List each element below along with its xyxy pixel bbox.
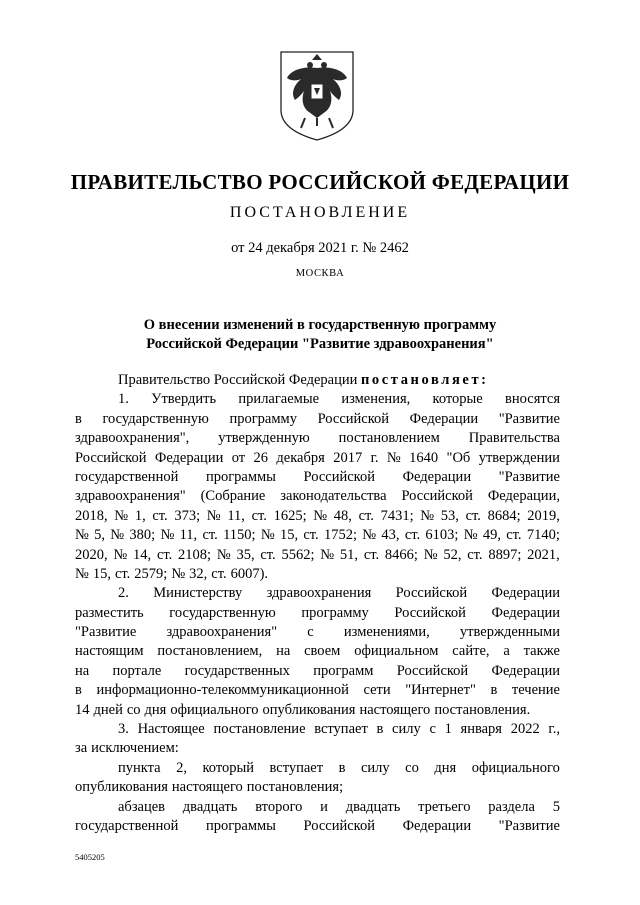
word: января bbox=[460, 721, 502, 738]
word: дней bbox=[93, 701, 123, 718]
word: в bbox=[376, 721, 384, 738]
word: вносятся bbox=[505, 391, 560, 408]
word: здравоохранения bbox=[266, 585, 372, 602]
paragraph-line bbox=[75, 759, 560, 778]
word: от bbox=[231, 449, 246, 466]
word: 8466; bbox=[384, 546, 418, 563]
word: 43, bbox=[381, 527, 400, 544]
word: Федерации, bbox=[487, 488, 560, 505]
word: государственных bbox=[184, 662, 290, 679]
word: государственную bbox=[169, 604, 276, 621]
word: № bbox=[362, 527, 377, 544]
word: ст. bbox=[260, 546, 276, 563]
word: со bbox=[126, 701, 141, 718]
word: 53, bbox=[440, 507, 459, 524]
word: № bbox=[114, 507, 129, 524]
word: настоящего bbox=[359, 701, 431, 718]
word: 2019, bbox=[527, 507, 560, 524]
word: 1, bbox=[134, 507, 146, 524]
word: ст. bbox=[152, 507, 168, 524]
word: 15, bbox=[92, 565, 111, 582]
word: Федерации bbox=[409, 410, 479, 427]
word: "Интернет" bbox=[405, 682, 476, 699]
word: ст. bbox=[202, 527, 218, 544]
word: в bbox=[75, 682, 82, 699]
word: 7140; bbox=[526, 527, 560, 544]
word: официального bbox=[170, 701, 259, 718]
word: двадцать bbox=[182, 798, 238, 815]
paragraph-line bbox=[75, 410, 560, 429]
word: 49, bbox=[482, 527, 501, 544]
word: № bbox=[216, 546, 231, 563]
word: 3. bbox=[118, 721, 129, 738]
word: 5, bbox=[94, 527, 105, 544]
paragraph-line bbox=[75, 662, 560, 681]
date-and-number: от 24 декабря 2021 г. № 2462 bbox=[231, 240, 409, 256]
word: "Развитие bbox=[498, 410, 560, 427]
word: настоящего bbox=[171, 779, 243, 796]
word: на bbox=[276, 643, 291, 660]
paragraph-line bbox=[75, 546, 560, 565]
city: МОСКВА bbox=[295, 268, 345, 279]
word: в bbox=[490, 682, 498, 699]
word: второго bbox=[255, 798, 303, 815]
word: 2017 bbox=[333, 449, 363, 466]
word: 6007). bbox=[230, 565, 269, 582]
document-body bbox=[75, 371, 560, 836]
word: законодательства bbox=[280, 488, 387, 505]
word: официального bbox=[471, 759, 560, 776]
paragraph-line bbox=[75, 623, 560, 642]
document-title bbox=[0, 316, 640, 354]
word: в bbox=[75, 410, 82, 427]
word: ст. bbox=[156, 546, 173, 563]
word: изменения, bbox=[341, 391, 411, 408]
word: 2022 bbox=[510, 721, 540, 738]
word: 7431; bbox=[380, 507, 414, 524]
word: Российской bbox=[396, 662, 469, 679]
word: 1. bbox=[118, 391, 129, 408]
word: постановления; bbox=[246, 779, 344, 796]
paragraph-line bbox=[75, 487, 560, 506]
word: также bbox=[523, 643, 560, 660]
word: "Развитие bbox=[75, 624, 137, 641]
word: силу bbox=[360, 759, 390, 776]
word: в bbox=[338, 759, 346, 776]
word: третьего bbox=[418, 798, 471, 815]
word: 1752; bbox=[323, 527, 357, 544]
word: 11, bbox=[179, 527, 198, 544]
word: программы bbox=[205, 817, 276, 834]
paragraph-line bbox=[75, 584, 560, 603]
word: 2. bbox=[118, 585, 129, 602]
word: № bbox=[171, 565, 186, 582]
word: утвержденную bbox=[218, 430, 310, 447]
word: 5 bbox=[552, 798, 560, 815]
word: разместить bbox=[75, 604, 144, 621]
word: постановления. bbox=[434, 701, 531, 718]
word: Российской bbox=[317, 410, 390, 427]
word: которые bbox=[432, 391, 483, 408]
word: абзацев bbox=[118, 798, 166, 815]
paragraph-line bbox=[75, 739, 560, 758]
document-code: 5405205 bbox=[75, 852, 105, 862]
word: Федерации bbox=[402, 468, 472, 485]
word: (Собрание bbox=[200, 488, 266, 505]
word: Российской bbox=[401, 488, 473, 505]
word: г., bbox=[548, 721, 560, 738]
word: № bbox=[206, 507, 221, 524]
word: двадцать bbox=[345, 798, 401, 815]
word: вступает bbox=[314, 721, 368, 738]
word: сети bbox=[363, 682, 391, 699]
word: Российской bbox=[75, 449, 147, 466]
word: дня bbox=[434, 759, 457, 776]
word: государственной bbox=[75, 468, 179, 485]
word: 2020, bbox=[75, 546, 108, 563]
word: 52, bbox=[443, 546, 462, 563]
word: здравоохранения", bbox=[75, 430, 190, 447]
paragraph-line bbox=[75, 429, 560, 448]
word: "Об bbox=[446, 449, 471, 466]
word: на bbox=[75, 662, 90, 679]
word: "Развитие bbox=[498, 817, 560, 834]
word: 2108; bbox=[178, 546, 212, 563]
word: Федерации bbox=[491, 585, 560, 602]
word: силу bbox=[392, 721, 421, 738]
word: раздела bbox=[488, 798, 535, 815]
word: постановлением bbox=[338, 430, 440, 447]
word: настоящим bbox=[75, 643, 144, 660]
word: 35, bbox=[236, 546, 255, 563]
word: № bbox=[320, 546, 335, 563]
word: № bbox=[260, 527, 275, 544]
word: № bbox=[110, 527, 125, 544]
word: "Развитие bbox=[498, 468, 560, 485]
word: Федерации bbox=[402, 817, 472, 834]
word: № bbox=[386, 449, 401, 466]
word: ст. bbox=[465, 507, 481, 524]
word: 8897; bbox=[488, 546, 522, 563]
word: программ bbox=[313, 662, 374, 679]
word: прилагаемые bbox=[238, 391, 320, 408]
word: 14 bbox=[75, 701, 90, 718]
word: вступает bbox=[269, 759, 324, 776]
word: за bbox=[75, 740, 88, 757]
paragraph-line bbox=[75, 468, 560, 487]
word: здравоохранения" bbox=[75, 488, 186, 505]
paragraph-line bbox=[75, 390, 560, 409]
paragraph-line bbox=[75, 701, 560, 720]
word: портале bbox=[112, 662, 162, 679]
word: своем bbox=[304, 643, 341, 660]
word: опубликования bbox=[75, 779, 168, 796]
word: Федерации bbox=[154, 449, 224, 466]
word: пункта bbox=[118, 759, 161, 776]
word: 8684; bbox=[487, 507, 521, 524]
preamble bbox=[75, 371, 560, 390]
word: декабря bbox=[276, 449, 325, 466]
word: № bbox=[75, 527, 89, 544]
word: Настоящее bbox=[137, 721, 205, 738]
preamble-text: Правительство Российской Федерации bbox=[118, 372, 361, 388]
paragraph-line bbox=[75, 604, 560, 623]
paragraph-line bbox=[75, 817, 560, 836]
word: программу bbox=[301, 604, 369, 621]
word: исключением: bbox=[91, 740, 179, 757]
word: утвержденными bbox=[459, 624, 560, 641]
word: 2579; bbox=[134, 565, 168, 582]
word: программы bbox=[205, 468, 276, 485]
word: ст. bbox=[303, 527, 319, 544]
word: с bbox=[429, 721, 436, 738]
word: 14, bbox=[133, 546, 152, 563]
word: дня bbox=[144, 701, 167, 718]
word: постановлением, bbox=[157, 643, 263, 660]
word: ст. bbox=[467, 546, 483, 563]
word: Утвердить bbox=[151, 391, 217, 408]
word: ст. bbox=[251, 507, 267, 524]
word: 48, bbox=[333, 507, 352, 524]
word: Российской bbox=[303, 817, 375, 834]
coat-of-arms-icon bbox=[277, 48, 357, 142]
word: ст. bbox=[114, 565, 131, 582]
document-type: ПОСТАНОВЛЕНИЕ bbox=[229, 204, 411, 221]
word: официальном bbox=[354, 643, 439, 660]
word: № bbox=[313, 507, 328, 524]
word: № bbox=[463, 527, 478, 544]
paragraph-line bbox=[75, 565, 560, 584]
word: 6103; bbox=[425, 527, 459, 544]
preamble-emphasis: постановляет: bbox=[360, 372, 489, 388]
word: с bbox=[307, 624, 314, 641]
word: Министерству bbox=[153, 585, 243, 602]
word: № bbox=[423, 546, 438, 563]
word: Российской bbox=[395, 585, 468, 602]
word: который bbox=[202, 759, 254, 776]
word: ст. bbox=[506, 527, 522, 544]
paragraph-line bbox=[75, 507, 560, 526]
word: 373; bbox=[174, 507, 201, 524]
word: со bbox=[405, 759, 419, 776]
word: № bbox=[160, 527, 175, 544]
word: течение bbox=[511, 682, 560, 699]
word: сайте, bbox=[452, 643, 490, 660]
word: Федерации bbox=[491, 662, 560, 679]
word: Федерации bbox=[491, 604, 560, 621]
paragraph-line bbox=[75, 449, 560, 468]
word: 2021, bbox=[527, 546, 560, 563]
paragraph-line bbox=[75, 526, 560, 545]
word: 1625; bbox=[273, 507, 307, 524]
word: изменениями, bbox=[343, 624, 430, 641]
paragraph-line bbox=[75, 798, 560, 817]
word: информационно-телекоммуникационной bbox=[96, 682, 349, 699]
paragraph-line bbox=[75, 720, 560, 739]
government-name: ПРАВИТЕЛЬСТВО РОССИЙСКОЙ ФЕДЕРАЦИИ bbox=[70, 170, 570, 194]
word: № bbox=[420, 507, 435, 524]
word: 51, bbox=[339, 546, 359, 563]
word: 1640 bbox=[409, 449, 439, 466]
word: 2018, bbox=[75, 507, 108, 524]
title-line: О внесении изменений в государственную программу bbox=[143, 317, 497, 333]
word: государственной bbox=[75, 817, 179, 834]
word: ст. bbox=[211, 565, 227, 582]
word: ст. bbox=[404, 527, 421, 544]
word: Российской bbox=[303, 468, 375, 485]
word: постановление bbox=[213, 721, 306, 738]
word: № bbox=[75, 565, 89, 582]
word: 2, bbox=[176, 759, 187, 776]
word: ст. bbox=[363, 546, 380, 563]
word: № bbox=[113, 546, 128, 563]
word: г. bbox=[370, 449, 379, 466]
word: а bbox=[503, 643, 510, 660]
paragraph-line bbox=[75, 681, 560, 700]
paragraph-line bbox=[75, 778, 560, 797]
word: 5562; bbox=[281, 546, 315, 563]
word: ст. bbox=[358, 507, 374, 524]
word: 26 bbox=[253, 449, 269, 466]
word: программу bbox=[229, 410, 297, 427]
word: здравоохранения" bbox=[166, 624, 278, 641]
title-line: Российской Федерации "Развитие здравоохранения" bbox=[146, 336, 494, 352]
word: 11, bbox=[227, 507, 245, 524]
word: 1150; bbox=[223, 527, 256, 544]
word: 1 bbox=[444, 721, 452, 738]
word: Правительства bbox=[468, 430, 560, 447]
word: 380; bbox=[129, 527, 156, 544]
word: государственную bbox=[102, 410, 209, 427]
word: утверждении bbox=[478, 449, 560, 466]
word: 32, bbox=[189, 565, 208, 582]
word: Российской bbox=[394, 604, 466, 621]
word: и bbox=[320, 798, 328, 815]
word: опубликования bbox=[262, 701, 356, 718]
word: 15, bbox=[279, 527, 299, 544]
paragraph-line bbox=[75, 642, 560, 661]
